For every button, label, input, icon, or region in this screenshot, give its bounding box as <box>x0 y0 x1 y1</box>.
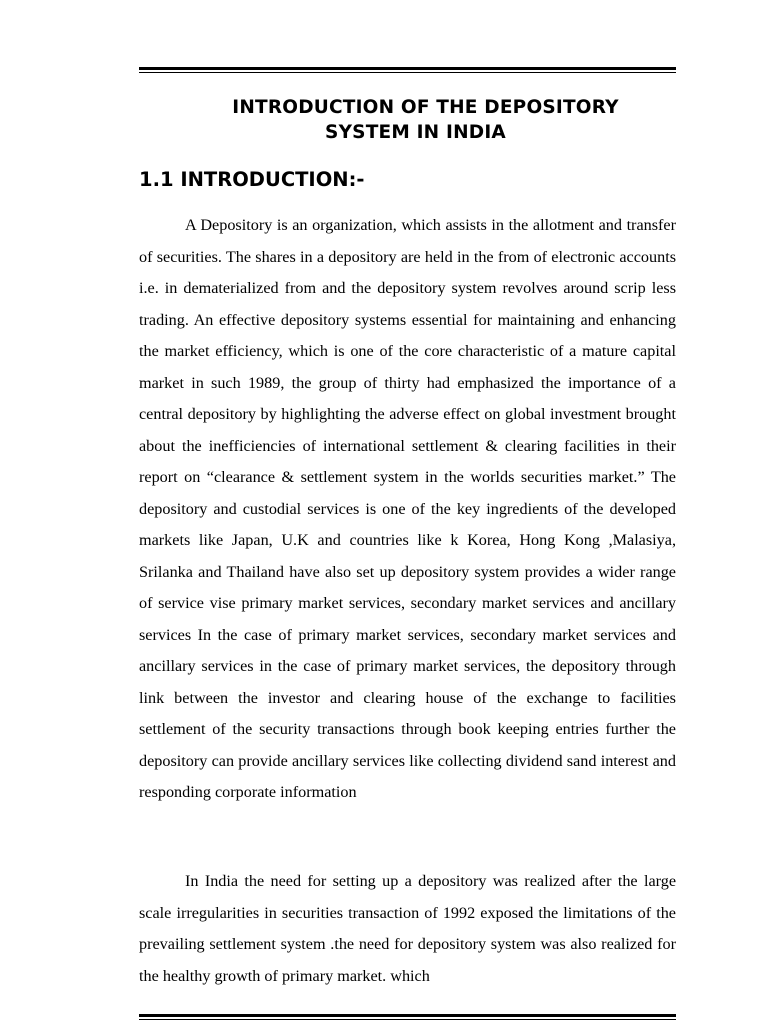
title-line-2: SYSTEM IN INDIA <box>325 122 506 143</box>
bottom-rule <box>139 1014 676 1020</box>
body-paragraph-2-container <box>139 866 676 992</box>
section-heading: 1.1 INTRODUCTION:- <box>139 168 365 191</box>
top-rule <box>139 67 676 73</box>
body-paragraph-1: A Depository is an organization, which assists in the allotment and transfer of securities. The shares in a depository are held in the from of electronic accounts i.e. in dematerialized from and the depository system revolves around scrip less trading. An effective depository systems essential for maintaining and enhancing the market efficiency, which is one of the core characteristic of a mature capital market in such 1989, the group of thirty had emphasized the importance of a central depository by highlighting the adverse effect on global investment brought about the inefficiencies of international settlement & clearing facilities in their report on “clearance & settlement system in the worlds securities market.” The depository and custodial services is one of the key ingredients of the developed markets like Japan, U.K and countries like k Korea, Hong Kong ,Malasiya, Srilanka and Thailand have also set up depository system provides a wider range of service vise primary market services, secondary market services and ancillary services In the case of primary market services, secondary market services and ancillary services in the case of primary market services, the depository through link between the investor and clearing house of the exchange to facilities settlement of the security transactions through book keeping entries further the depository can provide ancillary services like collecting dividend sand interest and responding corporate information <box>139 216 676 801</box>
page-title <box>139 95 676 145</box>
title-line-1: INTRODUCTION OF THE DEPOSITORY <box>232 97 619 118</box>
body-paragraph-2: In India the need for setting up a depository was realized after the large scale irregularities in securities transaction of 1992 exposed the limitations of the prevailing settlement system .the need for depository system was also realized for the healthy growth of primary market. which <box>139 872 676 985</box>
body-paragraph-1-container <box>139 210 676 809</box>
